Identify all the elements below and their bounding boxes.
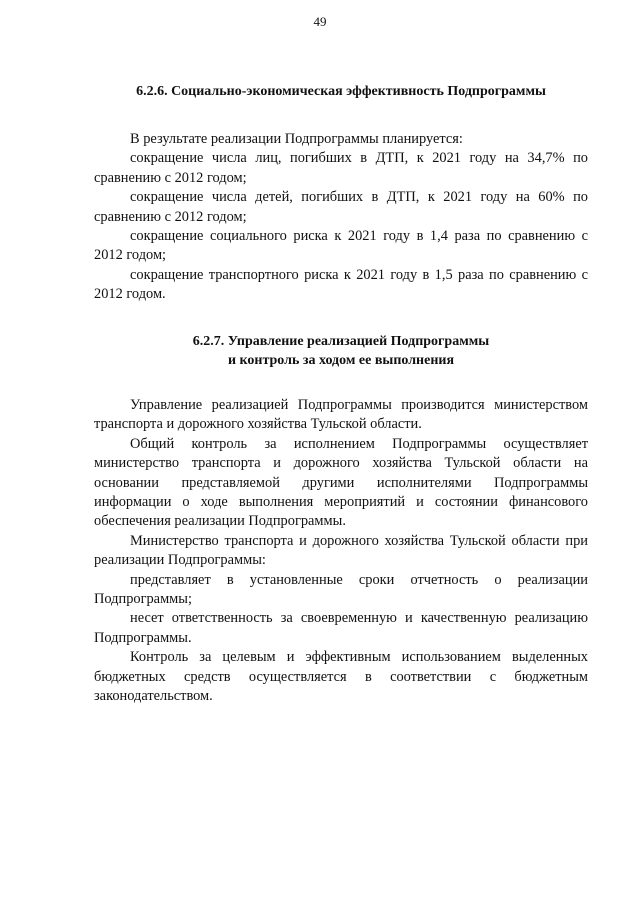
paragraph: В результате реализации Подпрограммы планируется: <box>130 131 463 147</box>
section-heading-management-and-control <box>94 332 588 370</box>
paragraph: Общий контроль за исполнением Подпрограммы осуществляет министерство транспорта и дорожного хозяйства Тульской области на основании представляемой другими исполнителями Подпрограммы информации о ходе выполнения мероприятий и состоянии финансового обеспечения реализации Подпрограммы. <box>94 435 588 530</box>
section-management-body <box>94 396 588 707</box>
paragraph: несет ответственность за своевременную и качественную реализацию Подпрограммы. <box>94 610 588 646</box>
page-number: 49 <box>313 14 327 29</box>
section-heading-line: и контроль за ходом ее выполнения <box>227 353 455 368</box>
paragraph: Контроль за целевым и эффективным использованием выделенных бюджетных средств осуществляется в соответствии с бюджетным законодательством. <box>94 649 588 705</box>
section-heading-social-economic-efficiency: 6.2.6. Социально-экономическая эффективность Подпрограммы <box>136 84 546 99</box>
section-heading-line: 6.2.7. Управление реализацией Подпрограммы <box>192 334 490 349</box>
paragraph: сокращение социального риска к 2021 году в 1,4 раза по сравнению с 2012 годом; <box>94 228 588 264</box>
paragraph: сокращение транспортного риска к 2021 году в 1,5 раза по сравнению с 2012 годом. <box>94 266 588 303</box>
paragraph: Управление реализацией Подпрограммы производится министерством транспорта и дорожного хозяйства Тульской области. <box>94 397 588 433</box>
paragraph: представляет в установленные сроки отчетность о реализации Подпрограммы; <box>94 571 588 608</box>
section-efficiency-body <box>94 130 588 305</box>
paragraph: Министерство транспорта и дорожного хозяйства Тульской области при реализации Подпрограммы: <box>94 532 588 569</box>
paragraph: сокращение числа детей, погибших в ДТП, к 2021 году на 60% по сравнению с 2012 годом; <box>94 189 588 225</box>
paragraph: сокращение числа лиц, погибших в ДТП, к 2021 году на 34,7% по сравнению с 2012 годом; <box>94 150 588 186</box>
